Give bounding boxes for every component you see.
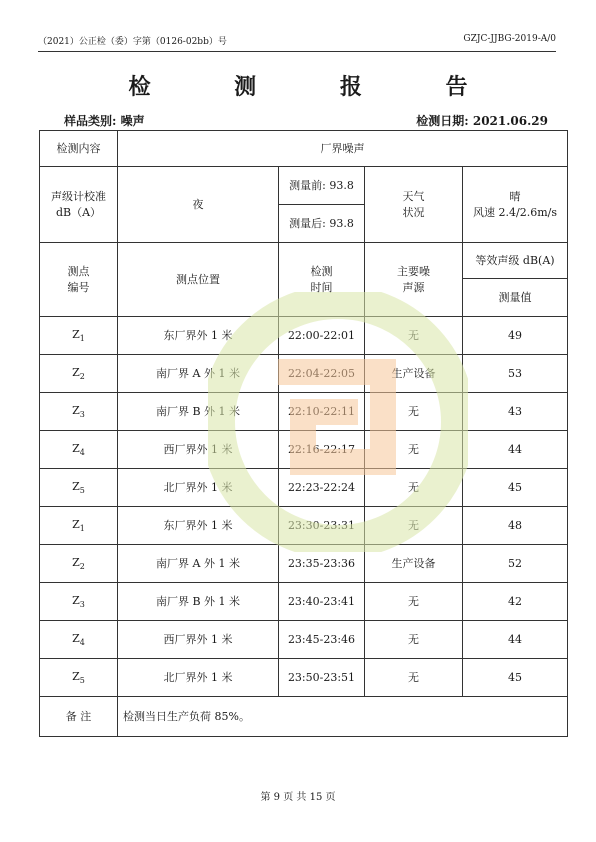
point-letter: Z bbox=[72, 441, 80, 455]
point-id bbox=[40, 431, 118, 469]
time: 23:45-23:46 bbox=[279, 621, 365, 659]
point-index: 2 bbox=[79, 371, 85, 381]
time: 22:16-22:17 bbox=[279, 431, 365, 469]
measured-value: 44 bbox=[463, 621, 568, 659]
point-id bbox=[40, 621, 118, 659]
point-letter: Z bbox=[72, 669, 80, 683]
calibration-after: 测量后: 93.8 bbox=[279, 205, 365, 243]
point-letter: Z bbox=[72, 365, 80, 379]
point-index: 5 bbox=[79, 675, 85, 685]
table-row bbox=[40, 393, 568, 431]
location: 南厂界 B 外 1 米 bbox=[118, 583, 279, 621]
document-code: GZJC-JJBG-2019-A/0 bbox=[463, 34, 556, 44]
location: 西厂界外 1 米 bbox=[118, 431, 279, 469]
noise-source: 生产设备 bbox=[365, 545, 463, 583]
point-letter: Z bbox=[72, 517, 80, 531]
measured-value: 43 bbox=[463, 393, 568, 431]
weather-label-line1: 天气 bbox=[402, 189, 425, 203]
header-point-id-line1: 测点 bbox=[67, 264, 90, 278]
point-letter: Z bbox=[72, 403, 80, 417]
weather-label bbox=[365, 167, 463, 243]
remark-text: 检测当日生产负荷 85%。 bbox=[118, 697, 568, 737]
location: 北厂界外 1 米 bbox=[118, 659, 279, 697]
point-index: 5 bbox=[79, 485, 85, 495]
measured-value: 45 bbox=[463, 469, 568, 507]
time: 22:00-22:01 bbox=[279, 317, 365, 355]
measured-value: 48 bbox=[463, 507, 568, 545]
noise-source: 无 bbox=[365, 317, 463, 355]
measured-value: 42 bbox=[463, 583, 568, 621]
header-leq: 等效声级 dB(A) bbox=[463, 243, 568, 279]
header-time-line2: 时间 bbox=[310, 280, 333, 294]
point-id bbox=[40, 469, 118, 507]
table-row bbox=[40, 355, 568, 393]
point-letter: Z bbox=[72, 479, 80, 493]
point-id bbox=[40, 393, 118, 431]
measured-value: 44 bbox=[463, 431, 568, 469]
calibration-row bbox=[40, 167, 568, 205]
measurement-rows bbox=[40, 317, 568, 697]
point-letter: Z bbox=[72, 327, 80, 341]
header-noise-source bbox=[365, 243, 463, 317]
page-header bbox=[38, 34, 556, 47]
sample-type: 样品类别: 噪声 bbox=[64, 114, 145, 128]
header-measured: 测量值 bbox=[463, 279, 568, 317]
location: 东厂界外 1 米 bbox=[118, 507, 279, 545]
measured-value: 45 bbox=[463, 659, 568, 697]
content-value: 厂界噪声 bbox=[118, 131, 568, 167]
point-index: 4 bbox=[79, 447, 85, 457]
point-letter: Z bbox=[72, 593, 80, 607]
noise-report-table bbox=[39, 130, 568, 737]
report-meta bbox=[64, 112, 548, 129]
noise-source: 无 bbox=[365, 393, 463, 431]
noise-source: 无 bbox=[365, 469, 463, 507]
point-id bbox=[40, 317, 118, 355]
point-id bbox=[40, 545, 118, 583]
time: 22:23-22:24 bbox=[279, 469, 365, 507]
content-row bbox=[40, 131, 568, 167]
point-index: 4 bbox=[79, 637, 85, 647]
period: 夜 bbox=[118, 167, 279, 243]
noise-source: 无 bbox=[365, 659, 463, 697]
location: 南厂界 A 外 1 米 bbox=[118, 545, 279, 583]
time: 22:10-22:11 bbox=[279, 393, 365, 431]
table-row bbox=[40, 507, 568, 545]
location: 南厂界 A 外 1 米 bbox=[118, 355, 279, 393]
test-date: 检测日期: 2021.06.29 bbox=[416, 114, 548, 128]
header-point-id-line2: 编号 bbox=[67, 280, 90, 294]
time: 22:04-22:05 bbox=[279, 355, 365, 393]
time: 23:50-23:51 bbox=[279, 659, 365, 697]
point-id bbox=[40, 355, 118, 393]
calibration-before: 测量前: 93.8 bbox=[279, 167, 365, 205]
point-letter: Z bbox=[72, 631, 80, 645]
calibration-label-line2: dB（A） bbox=[55, 205, 102, 219]
header-noise-source-line1: 主要噪 bbox=[397, 264, 430, 278]
page-footer: 第 9 页 共 15 页 bbox=[260, 792, 336, 803]
wind-speed: 风速 2.4/2.6m/s bbox=[473, 205, 557, 219]
noise-source: 无 bbox=[365, 431, 463, 469]
noise-source: 生产设备 bbox=[365, 355, 463, 393]
table-row bbox=[40, 469, 568, 507]
table-row bbox=[40, 545, 568, 583]
noise-source: 无 bbox=[365, 583, 463, 621]
table-row bbox=[40, 317, 568, 355]
remark-label: 备 注 bbox=[40, 697, 118, 737]
content-label: 检测内容 bbox=[40, 131, 118, 167]
location: 东厂界外 1 米 bbox=[118, 317, 279, 355]
point-id bbox=[40, 583, 118, 621]
time: 23:30-23:31 bbox=[279, 507, 365, 545]
time: 23:35-23:36 bbox=[279, 545, 365, 583]
header-time bbox=[279, 243, 365, 317]
measured-value: 49 bbox=[463, 317, 568, 355]
noise-source: 无 bbox=[365, 507, 463, 545]
point-index: 1 bbox=[79, 333, 85, 343]
header-time-line1: 检测 bbox=[310, 264, 333, 278]
point-index: 1 bbox=[79, 523, 85, 533]
point-index: 2 bbox=[79, 561, 85, 571]
header-noise-source-line2: 声源 bbox=[402, 280, 425, 294]
measured-value: 52 bbox=[463, 545, 568, 583]
table-row bbox=[40, 659, 568, 697]
header-location: 测点位置 bbox=[118, 243, 279, 317]
weather-condition: 晴 bbox=[509, 189, 521, 203]
report-number: （2021）公正检（委）字第（0126-02bb）号 bbox=[38, 37, 227, 47]
header-rule bbox=[38, 51, 556, 52]
location: 北厂界外 1 米 bbox=[118, 469, 279, 507]
calibration-label-line1: 声级计校准 bbox=[51, 189, 106, 203]
weather-value bbox=[463, 167, 568, 243]
location: 西厂界外 1 米 bbox=[118, 621, 279, 659]
calibration-label bbox=[40, 167, 118, 243]
location: 南厂界 B 外 1 米 bbox=[118, 393, 279, 431]
remark-row bbox=[40, 697, 568, 737]
point-index: 3 bbox=[79, 409, 85, 419]
point-id bbox=[40, 507, 118, 545]
header-point-id bbox=[40, 243, 118, 317]
point-id bbox=[40, 659, 118, 697]
table-row bbox=[40, 583, 568, 621]
noise-source: 无 bbox=[365, 621, 463, 659]
table-row bbox=[40, 431, 568, 469]
point-index: 3 bbox=[79, 599, 85, 609]
measured-value: 53 bbox=[463, 355, 568, 393]
point-letter: Z bbox=[72, 555, 80, 569]
column-header-row bbox=[40, 243, 568, 279]
weather-label-line2: 状况 bbox=[402, 205, 425, 219]
report-title: 检 测 报 告 bbox=[128, 74, 506, 100]
time: 23:40-23:41 bbox=[279, 583, 365, 621]
table-row bbox=[40, 621, 568, 659]
